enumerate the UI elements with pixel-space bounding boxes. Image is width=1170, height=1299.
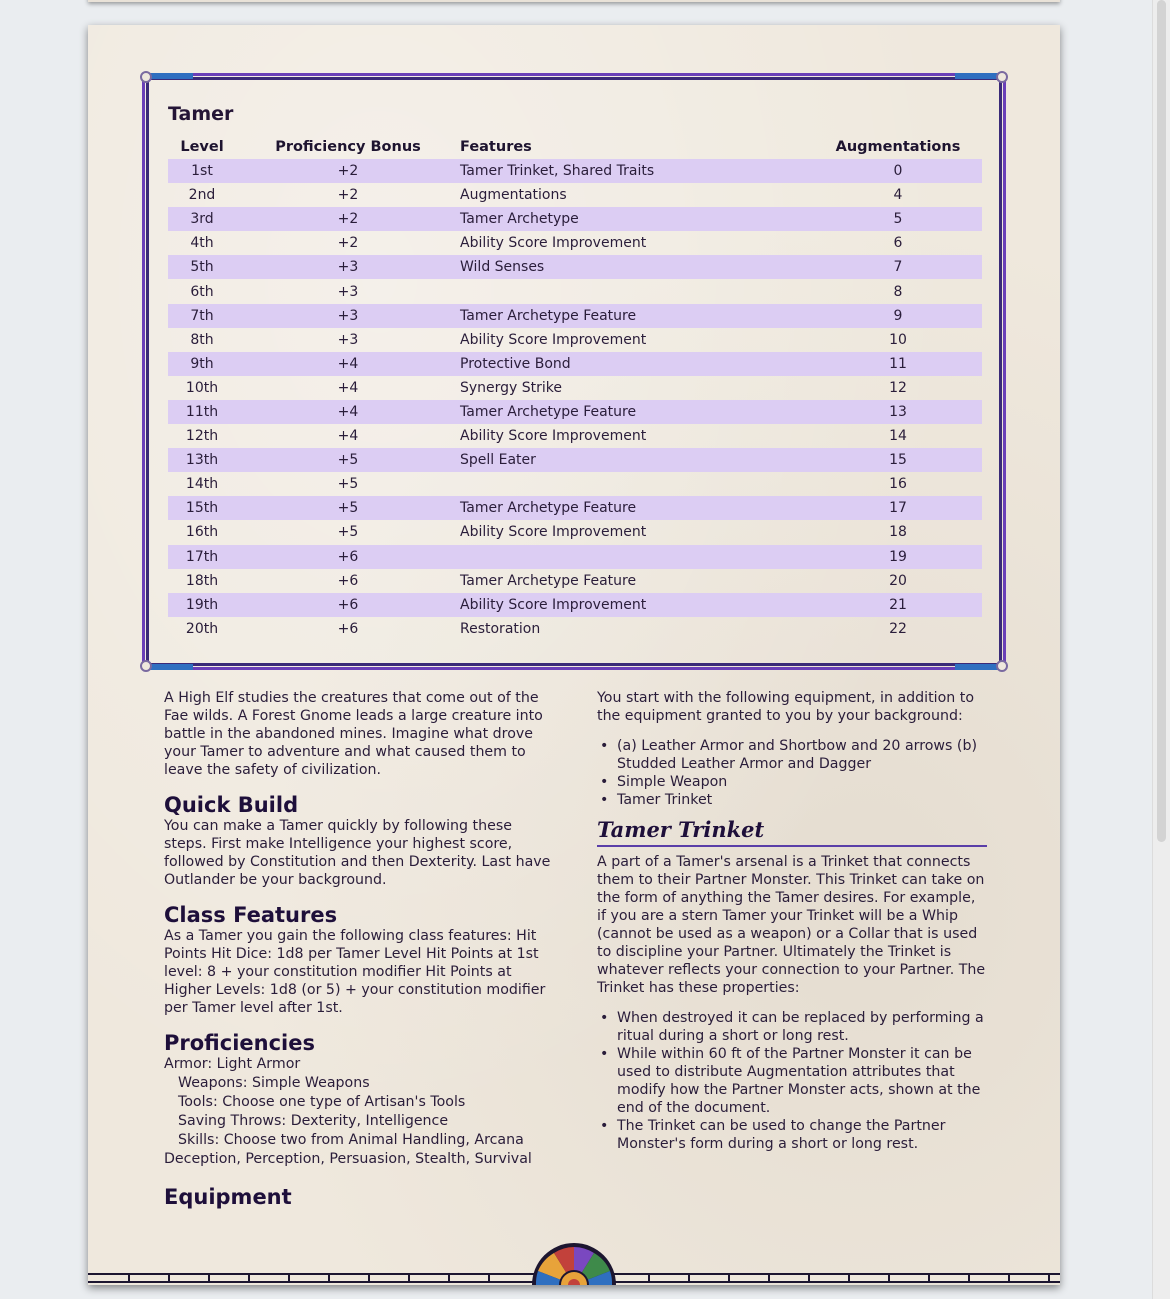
cell-augmentations: 10 — [889, 331, 907, 348]
proficiency-skills: Skills: Choose two from Animal Handling, Arcana — [178, 1132, 524, 1148]
class-features-text: As a Tamer you gain the following class features: Hit Points Hit Dice: 1d8 per Tamer Level Hit Points at 1st level: 8 + your constitution modifier Hit Points at Higher Levels: 1d8 (or 5) + your constitution modifier per Tamer level after 1st. — [164, 928, 546, 1016]
footer-tick — [288, 1275, 290, 1283]
cell-features: Synergy Strike — [460, 379, 563, 396]
cell-proficiency-bonus: +3 — [337, 331, 359, 348]
cell-augmentations: 5 — [814, 207, 982, 231]
trinket-properties-list — [597, 1009, 987, 1153]
cell-level: 17th — [168, 545, 236, 569]
cell-augmentations: 14 — [889, 428, 907, 445]
cell-level: 8th — [190, 331, 214, 348]
cell-level: 13th — [168, 448, 236, 472]
cell-augmentations: 6 — [893, 235, 903, 252]
cell-level: 19th — [168, 593, 236, 617]
scrollbar[interactable] — [1152, 0, 1170, 1299]
cell-level: 11th — [168, 400, 236, 424]
proficiency-saving-throws: Saving Throws: Dexterity, Intelligence — [178, 1113, 449, 1129]
cell-features: Tamer Trinket, Shared Traits — [460, 159, 814, 183]
header-augmentations: Augmentations — [835, 139, 961, 155]
proficiency-weapons: Weapons: Simple Weapons — [178, 1075, 370, 1091]
cell-proficiency-bonus: +6 — [337, 572, 359, 589]
equipment-heading: Equipment — [164, 1185, 292, 1209]
cell-proficiency-bonus: +2 — [236, 159, 460, 183]
footer-tick — [848, 1275, 850, 1283]
table-row — [168, 376, 982, 400]
table-row — [168, 352, 982, 376]
class-table-frame — [146, 77, 1002, 666]
proficiency-skills-continued: Deception, Perception, Persuasion, Stealth, Survival — [164, 1151, 532, 1167]
frame-accent — [147, 73, 193, 79]
table-row — [168, 304, 982, 328]
table-row — [168, 545, 982, 569]
cell-augmentations: 12 — [889, 379, 907, 396]
footer-tick — [768, 1275, 770, 1283]
cell-proficiency-bonus: +2 — [337, 235, 359, 252]
footer-tick — [968, 1275, 970, 1283]
footer-tick — [248, 1275, 250, 1283]
cell-features: Tamer Archetype Feature — [460, 496, 814, 520]
cell-features: Protective Bond — [460, 352, 814, 376]
cell-features: Tamer Archetype Feature — [460, 572, 637, 589]
cell-proficiency-bonus: +5 — [337, 476, 359, 493]
list-item: • The Trinket can be used to change the Partner Monster's form during a short or long rest. — [597, 1117, 987, 1153]
list-item: • (a) Leather Armor and Shortbow and 20 arrows (b) Studded Leather Armor and Dagger — [597, 737, 987, 773]
cell-level: 18th — [185, 572, 219, 589]
document-page — [88, 25, 1060, 1285]
table-row — [168, 279, 982, 303]
frame-corner-ornament — [996, 660, 1008, 672]
list-item: • When destroyed it can be replaced by performing a ritual during a short or long rest. — [597, 1009, 987, 1045]
header-level: Level — [180, 139, 224, 155]
scrollbar-thumb[interactable] — [1157, 0, 1166, 842]
left-column — [164, 689, 556, 1209]
table-row — [168, 593, 982, 617]
cell-features — [460, 279, 814, 303]
cell-augmentations: 15 — [814, 448, 982, 472]
frame-corner-ornament — [996, 71, 1008, 83]
cell-proficiency-bonus: +4 — [337, 428, 359, 445]
cell-level: 16th — [185, 524, 219, 541]
tamer-trinket-heading: Tamer Trinket — [597, 817, 987, 847]
cell-level: 10th — [185, 379, 219, 396]
list-item: • While within 60 ft of the Partner Monster it can be used to distribute Augmentation attributes that modify how the Partner Monster acts, shown at the end of the document. — [597, 1045, 987, 1117]
previous-page-edge — [88, 0, 1060, 2]
cell-proficiency-bonus: +5 — [236, 496, 460, 520]
header-proficiency-bonus: Proficiency Bonus — [275, 139, 421, 155]
table-row — [168, 207, 982, 231]
cell-level: 15th — [168, 496, 236, 520]
rose-window-icon — [530, 1241, 618, 1285]
cell-features — [460, 545, 814, 569]
cell-proficiency-bonus: +6 — [337, 620, 359, 637]
frame-corner-ornament — [140, 71, 152, 83]
cell-level: 2nd — [188, 187, 216, 204]
footer-tick — [168, 1275, 170, 1283]
cell-augmentations: 16 — [889, 476, 907, 493]
footer-tick — [728, 1275, 730, 1283]
table-row — [168, 569, 982, 593]
cell-features: Tamer Archetype Feature — [460, 400, 814, 424]
proficiency-armor: Armor: Light Armor — [164, 1056, 301, 1072]
cell-augmentations: 21 — [814, 593, 982, 617]
cell-level: 6th — [190, 283, 214, 300]
table-row — [168, 520, 982, 544]
cell-level: 5th — [168, 255, 236, 279]
cell-proficiency-bonus: +3 — [337, 283, 359, 300]
cell-augmentations: 18 — [889, 524, 907, 541]
table-header-row — [168, 135, 982, 159]
cell-augmentations: 0 — [814, 159, 982, 183]
cell-augmentations: 4 — [893, 187, 903, 204]
cell-features: Ability Score Improvement — [460, 428, 647, 445]
header-features: Features — [460, 139, 532, 155]
footer-tick — [1008, 1275, 1010, 1283]
footer-tick — [888, 1275, 890, 1283]
table-row — [168, 448, 982, 472]
cell-augmentations: 11 — [814, 352, 982, 376]
cell-proficiency-bonus: +4 — [236, 400, 460, 424]
cell-level: 4th — [190, 235, 214, 252]
table-row — [168, 424, 982, 448]
equipment-intro: You start with the following equipment, in addition to the equipment granted to you by your background: — [597, 690, 975, 724]
cell-augmentations: 17 — [814, 496, 982, 520]
proficiency-tools: Tools: Choose one type of Artisan's Tools — [178, 1094, 466, 1110]
footer-tick — [808, 1275, 810, 1283]
footer-tick — [448, 1275, 450, 1283]
table-row — [168, 400, 982, 424]
footer-tick — [408, 1275, 410, 1283]
cell-proficiency-bonus: +6 — [236, 545, 460, 569]
class-features-heading: Class Features — [164, 903, 338, 927]
cell-proficiency-bonus: +5 — [337, 524, 359, 541]
cell-proficiency-bonus: +3 — [236, 255, 460, 279]
table-row — [168, 183, 982, 207]
footer-tick — [368, 1275, 370, 1283]
table-row — [168, 159, 982, 183]
cell-features: Ability Score Improvement — [460, 524, 647, 541]
cell-augmentations: 9 — [814, 304, 982, 328]
frame-corner-ornament — [140, 660, 152, 672]
cell-level: 9th — [168, 352, 236, 376]
table-title: Tamer — [168, 103, 234, 125]
cell-features: Ability Score Improvement — [460, 593, 814, 617]
cell-features — [460, 472, 814, 496]
cell-proficiency-bonus: +4 — [236, 352, 460, 376]
rose-window-ornament — [530, 1241, 618, 1285]
table-row — [168, 328, 982, 352]
cell-proficiency-bonus: +4 — [337, 379, 359, 396]
cell-features: Augmentations — [460, 187, 567, 204]
cell-proficiency-bonus: +2 — [236, 207, 460, 231]
class-table — [168, 135, 982, 641]
cell-augmentations: 19 — [814, 545, 982, 569]
cell-proficiency-bonus: +6 — [236, 593, 460, 617]
cell-level: 1st — [168, 159, 236, 183]
intro-paragraph: A High Elf studies the creatures that come out of the Fae wilds. A Forest Gnome leads a large creature into battle in the abandoned mines. Imagine what drove your Tamer to adventure and what caused them to leave the safety of civilization. — [164, 690, 543, 778]
cell-augmentations: 8 — [893, 283, 903, 300]
footer-tick — [128, 1275, 130, 1283]
list-item: • Tamer Trinket — [597, 791, 987, 809]
footer-tick — [928, 1275, 930, 1283]
cell-features: Ability Score Improvement — [460, 331, 647, 348]
footer-tick — [1048, 1275, 1050, 1283]
list-item: • Simple Weapon — [597, 773, 987, 791]
cell-proficiency-bonus: +5 — [236, 448, 460, 472]
equipment-list — [597, 737, 987, 809]
cell-level: 7th — [168, 304, 236, 328]
proficiencies-heading: Proficiencies — [164, 1031, 315, 1055]
tamer-trinket-text: A part of a Tamer's arsenal is a Trinket that connects them to their Partner Monster. This Trinket can take on the form of anything the Tamer desires. For example, if you are a stern Tamer your Trinket will be a Whip (cannot be used as a weapon) or a Collar that is used to discipline your Partner. Ultimately the Trinket is whatever reflects your connection to your Partner. The Trinket has these properties: — [597, 854, 986, 996]
cell-level: 3rd — [168, 207, 236, 231]
cell-level: 20th — [185, 620, 219, 637]
cell-features: Wild Senses — [460, 255, 814, 279]
table-row — [168, 617, 982, 641]
frame-accent — [955, 73, 1001, 79]
table-row — [168, 255, 982, 279]
cell-level: 12th — [185, 428, 219, 445]
quick-build-text: You can make a Tamer quickly by following these steps. First make Intelligence your highest score, followed by Constitution and then Dexterity. Last have Outlander be your background. — [164, 818, 551, 888]
right-column — [597, 689, 987, 1153]
footer-tick — [488, 1275, 490, 1283]
frame-accent — [955, 664, 1001, 670]
quick-build-heading: Quick Build — [164, 793, 299, 817]
footer-tick — [208, 1275, 210, 1283]
cell-augmentations: 20 — [889, 572, 907, 589]
cell-features: Tamer Archetype — [460, 207, 814, 231]
table-row — [168, 472, 982, 496]
cell-augmentations: 22 — [889, 620, 907, 637]
cell-features: Spell Eater — [460, 448, 814, 472]
cell-proficiency-bonus: +3 — [236, 304, 460, 328]
frame-accent — [147, 664, 193, 670]
cell-augmentations: 7 — [814, 255, 982, 279]
cell-features: Ability Score Improvement — [460, 235, 647, 252]
table-row — [168, 231, 982, 255]
footer-tick — [328, 1275, 330, 1283]
cell-level: 14th — [185, 476, 219, 493]
cell-features: Tamer Archetype Feature — [460, 304, 814, 328]
cell-augmentations: 13 — [814, 400, 982, 424]
cell-features: Restoration — [460, 620, 541, 637]
footer-tick — [688, 1275, 690, 1283]
table-row — [168, 496, 982, 520]
cell-proficiency-bonus: +2 — [337, 187, 359, 204]
footer-tick — [648, 1275, 650, 1283]
